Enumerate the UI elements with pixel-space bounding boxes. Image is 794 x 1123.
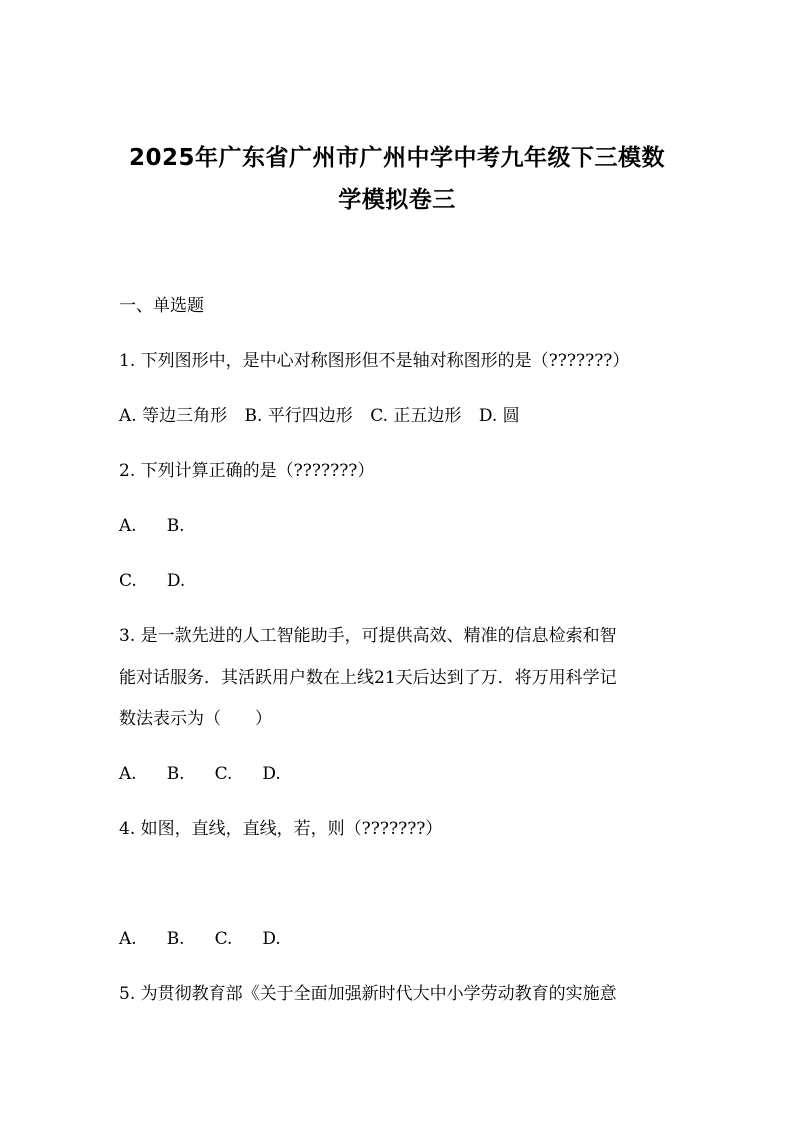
- question-4-option-b: B.: [166, 929, 185, 949]
- question-4-option-d: D.: [262, 929, 281, 949]
- question-4-text: 4. 如图，直线，直线，若，则（???????）: [119, 819, 443, 839]
- question-3-options: [119, 763, 281, 785]
- question-3-text-line1: 3. 是一款先进的人工智能助手，可提供高效、精准的信息检索和智: [119, 626, 617, 646]
- question-1-option-d: D. 圆: [478, 406, 520, 426]
- question-2-option-d: D.: [166, 571, 186, 591]
- question-2-option-b: B.: [166, 516, 185, 536]
- question-4-option-c: C.: [214, 929, 233, 949]
- question-4-options: [119, 928, 281, 950]
- question-3-text-line2: 能对话服务．其活跃用户数在上线21天后达到了万．将万用科学记: [119, 668, 617, 688]
- question-1-text: 1. 下列图形中，是中心对称图形但不是轴对称图形的是（???????）: [119, 351, 630, 371]
- question-2-option-a: A.: [119, 516, 137, 536]
- question-2-text: 2. 下列计算正确的是（???????）: [119, 461, 375, 481]
- question-3-text-line3: 数法表示为（ ）: [119, 709, 272, 729]
- question-1-option-c: C. 正五边形: [370, 406, 462, 426]
- question-3-option-a: A.: [119, 764, 137, 784]
- question-4-option-a: A.: [119, 929, 137, 949]
- question-2-options-row2: [119, 570, 185, 592]
- question-1-option-a: A. 等边三角形: [119, 406, 228, 426]
- question-1-options: [119, 405, 520, 427]
- question-3-option-c: C.: [214, 764, 233, 784]
- question-1-option-b: B. 平行四边形: [244, 406, 353, 426]
- question-3-option-b: B.: [166, 764, 185, 784]
- question-2-option-c: C.: [119, 571, 137, 591]
- question-2-options-row1: [119, 515, 185, 537]
- question-5-text: 5. 为贯彻教育部《关于全面加强新时代大中小学劳动教育的实施意: [119, 984, 617, 1004]
- section-heading: 一、单选题: [119, 296, 204, 316]
- document-title-line1: 2025年广东省广州市广州中学中考九年级下三模数: [128, 145, 665, 171]
- question-3-option-d: D.: [262, 764, 281, 784]
- document-title-line2: 学模拟卷三: [338, 187, 456, 213]
